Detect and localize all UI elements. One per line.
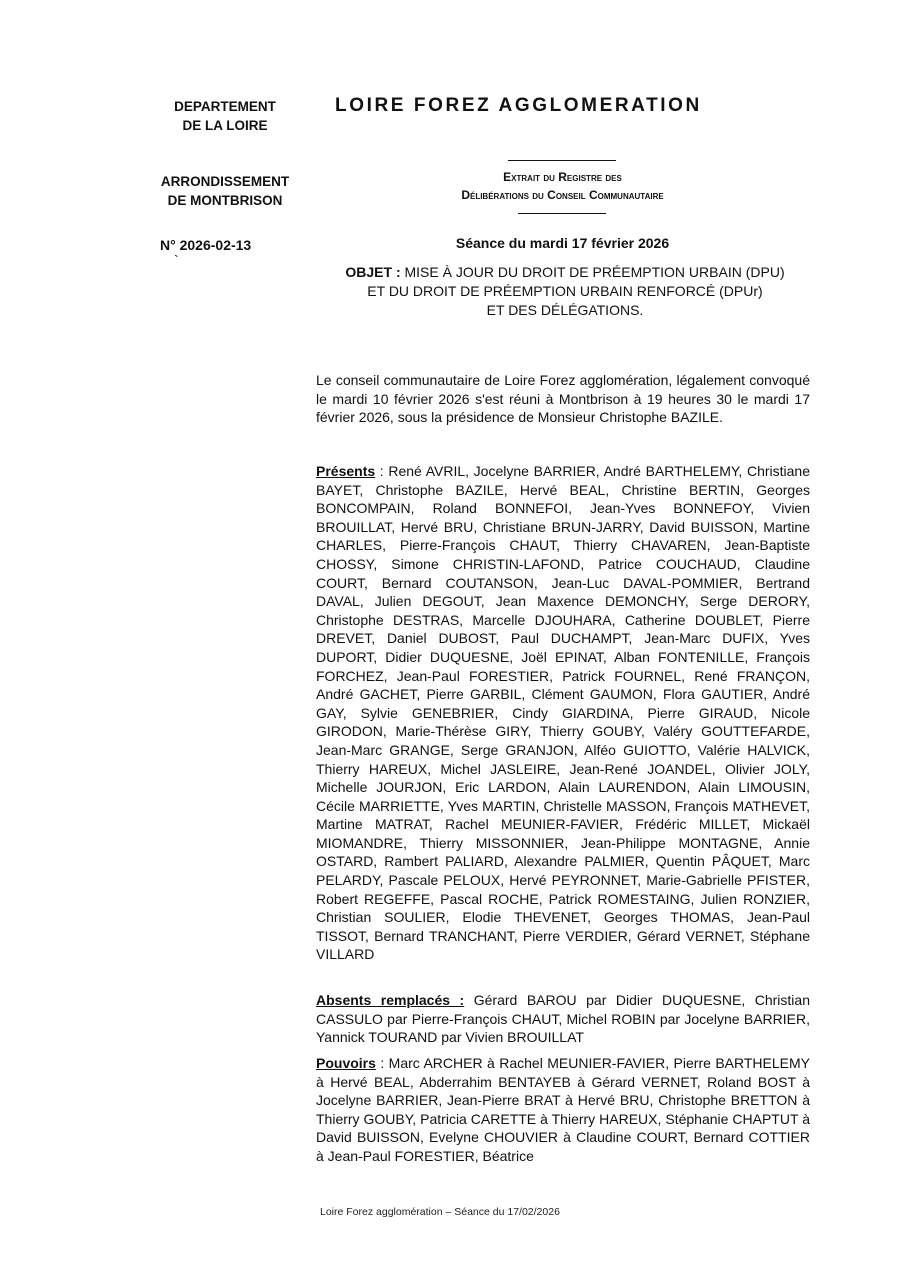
extract-line2: Délibérations du Conseil Communautaire (461, 188, 664, 202)
page-footer: Loire Forez agglomération – Séance du 17/02/2026 (320, 1206, 560, 1218)
arrondissement-label (150, 172, 300, 210)
department-label (150, 97, 300, 135)
presents-label: Présents (316, 463, 376, 479)
absents-paragraph (316, 991, 810, 1047)
absents-label: Absents remplacés : (316, 992, 465, 1008)
organization-title: LOIRE FOREZ AGGLOMERATION (335, 95, 702, 116)
extract-line1: Extrait du Registre des (503, 170, 622, 184)
stray-mark: ` (174, 252, 179, 268)
object-block (310, 263, 820, 320)
divider-bottom (518, 213, 606, 214)
divider-top (508, 160, 616, 161)
presents-paragraph (316, 462, 810, 964)
absents-list: Gérard BAROU par Didier DUQUESNE, Christian CASSULO par Pierre-François CHAUT, Michel ROBIN par Jocelyne BARRIER, Yannick TOURAND par Vivien BROUILLAT (316, 992, 810, 1046)
presents-list: : René AVRIL, Jocelyne BARRIER, André BARTHELEMY, Christiane BAYET, Christophe BAZILE, Hervé BEAL, Christine BERTIN, Georges BONCOMPAIN, Roland BONNEFOI, Jean-Yves BONNEFOY, Vivien BROUILLAT, Hervé BRU, Christiane BRUN-JARRY, David BUISSON, Martine CHARLES, Pierre-François CHAUT, Thierry CHAVAREN, Jean-Baptiste CHOSSY, Simone CHRISTIN-LAFOND, Patrice COUCHAUD, Claudine COURT, Bernard COUTANSON, Jean-Luc DAVAL-POMMIER, Bertrand DAVAL, Julien DEGOUT, Jean Maxence DEMONCHY, Serge DERORY, Christophe DESTRAS, Marcelle DJOUHARA, Catherine DOUBLET, Pierre DREVET, Daniel DUBOST, Paul DUCHAMPT, Jean-Marc DUFIX, Yves DUPORT, Didier DUQUESNE, Joël EPINAT, Alban FONTENILLE, François FORCHEZ, Jean-Paul FORESTIER, Patrick FOURNEL, René FRANÇON, André GACHET, Pierre GARBIL, Clément GAUMON, Flora GAUTIER, André GAY, Sylvie GENEBRIER, Cindy GIARDINA, Pierre GIRAUD, Nicole GIRODON, Marie-Thérèse GIRY, Thierry GOUBY, Valéry GOUTTEFARDE, Jean-Marc GRANGE, Serge GRANJON, Alféo GUIOTTO, Valérie HALVICK, Thierry HAREUX, Michel JASLEIRE, Jean-René JOANDEL, Olivier JOLY, Michelle JOURJON, Eric LARDON, Alain LAURENDON, Alain LIMOUSIN, Cécile MARRIETTE, Yves MARTIN, Christelle MASSON, François MATHEVET, Martine MATRAT, Rachel MEUNIER-FAVIER, Frédéric MILLET, Mickaël MIOMANDRE, Thierry MISSONNIER, Jean-Philippe MONTAGNE, Annie OSTARD, Rambert PALIARD, Alexandre PALMIER, Quentin PÂQUET, Marc PELARDY, Pascale PELOUX, Hervé PEYRONNET, Marie-Gabrielle PFISTER, Robert REGEFFE, Pascal ROCHE, Patrick ROMESTAING, Julien RONZIER, Christian SOULIER, Elodie THEVENET, Georges THOMAS, Jean-Paul TISSOT, Bernard TRANCHANT, Pierre VERDIER, Gérard VERNET, Stéphane VILLARD (316, 463, 810, 963)
arrondissement-line1: ARRONDISSEMENT (160, 174, 290, 189)
deliberation-number: N° 2026-02-13 (160, 237, 252, 253)
pouvoirs-label: Pouvoirs (316, 1055, 376, 1071)
department-line1: DEPARTEMENT (174, 99, 276, 114)
object-line1 (310, 263, 820, 282)
object-text-line3: ET DES DÉLÉGATIONS. (486, 302, 644, 318)
arrondissement-line2: DE MONTBRISON (167, 193, 283, 208)
department-line2: DE LA LOIRE (182, 118, 268, 133)
object-label: OBJET : (345, 264, 401, 280)
intro-paragraph: Le conseil communautaire de Loire Forez agglomération, légalement convoqué le mardi 10 février 2026 s'est réuni à Montbrison à 19 heures 30 le mardi 17 février 2026, sous la présidence de Monsieur Christophe BAZILE. (316, 372, 810, 426)
object-text-line1: MISE À JOUR DU DROIT DE PRÉEMPTION URBAIN (DPU) (404, 264, 785, 280)
session-title: Séance du mardi 17 février 2026 (455, 235, 670, 251)
register-extract-heading (380, 168, 745, 204)
object-text-line2: ET DU DROIT DE PRÉEMPTION URBAIN RENFORCÉ (DPUr) (367, 283, 763, 299)
pouvoirs-paragraph (316, 1054, 810, 1166)
pouvoirs-list: : Marc ARCHER à Rachel MEUNIER-FAVIER, Pierre BARTHELEMY à Hervé BEAL, Abderrahim BENTAYEB à Gérard VERNET, Roland BOST à Jocelyne BARRIER, Jean-Pierre BRAT à Hervé BRU, Christophe BRETTON à Thierry GOUBY, Patricia CARETTE à Thierry HAREUX, Stéphanie CHAPTUT à David BUISSON, Evelyne CHOUVIER à Claudine COURT, Bernard COTTIER à Jean-Paul FORESTIER, Béatrice (316, 1055, 810, 1164)
